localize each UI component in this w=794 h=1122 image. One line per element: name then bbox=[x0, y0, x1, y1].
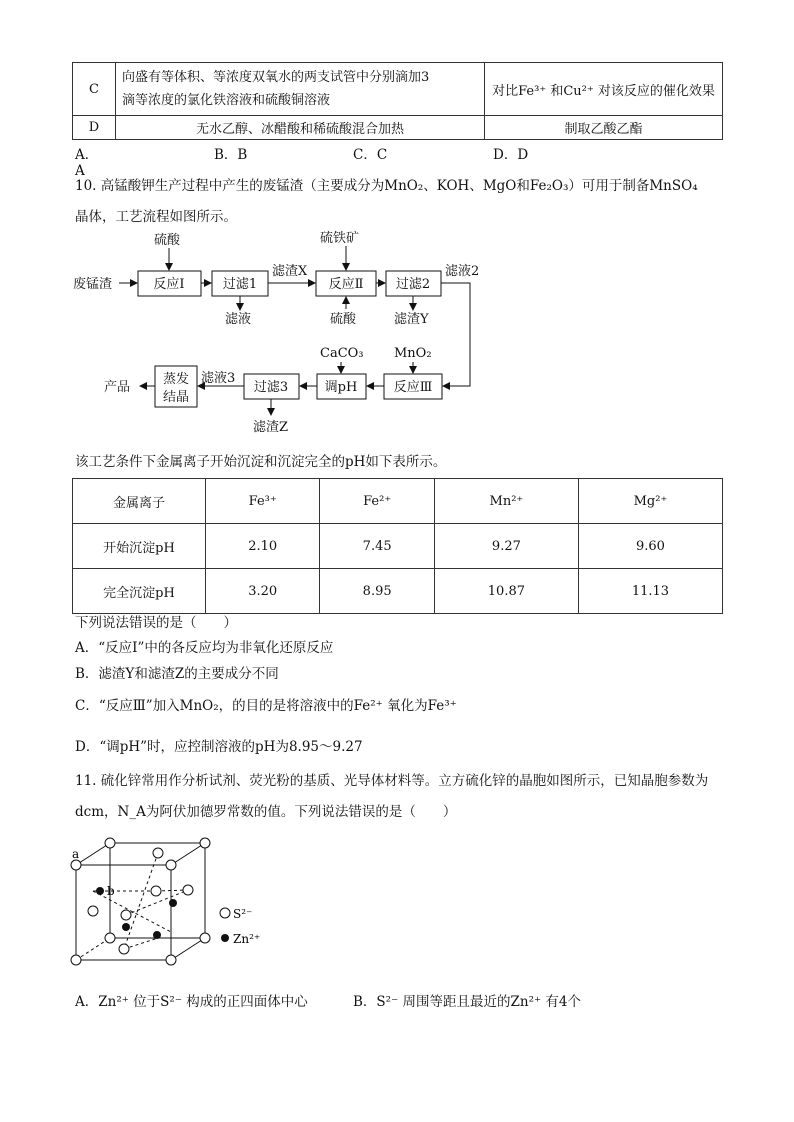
filter2-label: 过滤2 bbox=[395, 277, 431, 292]
filter1-label: 过滤1 bbox=[222, 277, 258, 292]
label-b: b bbox=[107, 884, 115, 898]
row-desc bbox=[116, 63, 485, 116]
process-flow-diagram bbox=[0, 225, 794, 440]
q9-option[interactable]: D．D bbox=[493, 147, 529, 163]
q11-option-b[interactable]: B．S²⁻ 周围等距且最近的Zn²⁺ 有4个 bbox=[353, 994, 581, 1010]
table-intro: 该工艺条件下金属离子开始沉淀和沉淀完全的pH如下表所示。 bbox=[75, 454, 447, 470]
caco3-label: CaCO₃ bbox=[320, 346, 364, 361]
ph-table-header: Fe³⁺ bbox=[206, 479, 320, 524]
ph-table bbox=[72, 478, 723, 614]
residue-y-label: 滤渣Y bbox=[394, 312, 429, 327]
ph-table-cell: 8.95 bbox=[320, 569, 434, 614]
legend-zn: Zn²⁺ bbox=[233, 932, 261, 946]
q9-option[interactable]: C．C bbox=[353, 147, 388, 163]
label-a: a bbox=[72, 847, 80, 861]
residue-x-label: 滤渣X bbox=[272, 264, 308, 279]
row-letter: D bbox=[73, 116, 116, 140]
product-label: 产品 bbox=[104, 380, 131, 395]
q10-option-d[interactable]: D．“调pH”时，应控制溶液的pH为8.95～9.27 bbox=[75, 739, 363, 755]
row-letter: C bbox=[73, 63, 116, 116]
q10-option-a[interactable]: A．“反应Ⅰ”中的各反应均为非氧化还原反应 bbox=[75, 640, 334, 656]
ph-table-cell: 9.27 bbox=[434, 524, 578, 569]
q11-option-a[interactable]: A．Zn²⁺ 位于S²⁻ 构成的正四面体中心 bbox=[75, 994, 308, 1010]
q9-option[interactable]: A．A bbox=[75, 147, 99, 179]
filtrate1-label: 滤液 bbox=[225, 312, 252, 327]
pyrite-label: 硫铁矿 bbox=[320, 231, 360, 246]
q11-stem: 11. 硫化锌常用作分析试剂、荧光粉的基质、光导体材料等。立方硫化锌的晶胞如图所示，已知晶胞参数为 bbox=[75, 773, 709, 789]
row-desc-line: 滴等浓度的氯化铁溶液和硫酸铜溶液 bbox=[122, 93, 331, 108]
row-desc-line: 向盛有等体积、等浓度双氧水的两支试管中分别滴加3 bbox=[122, 70, 430, 85]
ph-table-header: 金属离子 bbox=[73, 479, 206, 524]
ph-table-cell: 9.60 bbox=[578, 524, 722, 569]
ph-table-cell: 7.45 bbox=[320, 524, 434, 569]
q10-option-c[interactable]: C．“反应Ⅲ”加入MnO₂，的目的是将溶液中的Fe²⁺ 氧化为Fe³⁺ bbox=[75, 698, 457, 714]
ph-table-header: Mn²⁺ bbox=[434, 479, 578, 524]
zns-unit-cell-diagram bbox=[60, 835, 300, 975]
sulfide-legend-icon bbox=[220, 908, 230, 918]
filter3-label: 过滤3 bbox=[253, 380, 289, 395]
q10-option-b[interactable]: B．滤渣Y和滤渣Z的主要成分不同 bbox=[75, 666, 279, 682]
q10-stem: 晶体，工艺流程如图所示。 bbox=[75, 209, 237, 225]
reaction2-label: 反应Ⅱ bbox=[328, 277, 364, 292]
zinc-legend-icon bbox=[221, 934, 229, 942]
ph-table-cell: 开始沉淀pH bbox=[73, 524, 206, 569]
q9-option[interactable]: B．B bbox=[214, 147, 248, 163]
row-desc: 无水乙醇、冰醋酸和稀硫酸混合加热 bbox=[116, 116, 485, 140]
q10-stem: 10. 高锰酸钾生产过程中产生的废锰渣（主要成分为MnO₂、KOH、MgO和Fe₂O₃）可用于制备MnSO₄ bbox=[75, 178, 698, 194]
ph-table-cell: 10.87 bbox=[434, 569, 578, 614]
ph-table-cell: 完全沉淀pH bbox=[73, 569, 206, 614]
reaction3-label: 反应Ⅲ bbox=[393, 380, 433, 395]
ph-table-header: Fe²⁺ bbox=[320, 479, 434, 524]
evap-label: 蒸发 bbox=[162, 372, 190, 387]
filtrate2-label: 滤液2 bbox=[445, 264, 480, 279]
q11-stem: dcm，N_A为阿伏加德罗常数的值。下列说法错误的是（ ） bbox=[75, 804, 457, 820]
feed-label: 废锰渣 bbox=[73, 277, 113, 292]
filtrate3-label: 滤液3 bbox=[201, 371, 236, 386]
q10-question: 下列说法错误的是（ ） bbox=[75, 615, 237, 631]
acid1-label: 硫酸 bbox=[154, 233, 181, 248]
ph-table-cell: 3.20 bbox=[206, 569, 320, 614]
reagent-table bbox=[72, 62, 723, 140]
acid2-label: 硫酸 bbox=[330, 312, 357, 327]
ph-table-cell: 11.13 bbox=[578, 569, 722, 614]
residue-z-label: 滤渣Z bbox=[253, 420, 289, 435]
row-purpose: 对比Fe³⁺ 和Cu²⁺ 对该反应的催化效果 bbox=[485, 63, 723, 116]
crystallize-label: 结晶 bbox=[162, 390, 190, 405]
row-purpose: 制取乙酸乙酯 bbox=[485, 116, 723, 140]
reaction1-label: 反应Ⅰ bbox=[153, 277, 185, 292]
legend-s: S²⁻ bbox=[233, 907, 253, 921]
ph-adjust-label: 调pH bbox=[324, 380, 358, 395]
ph-table-header: Mg²⁺ bbox=[578, 479, 722, 524]
mno2-label: MnO₂ bbox=[394, 346, 432, 361]
ph-table-cell: 2.10 bbox=[206, 524, 320, 569]
